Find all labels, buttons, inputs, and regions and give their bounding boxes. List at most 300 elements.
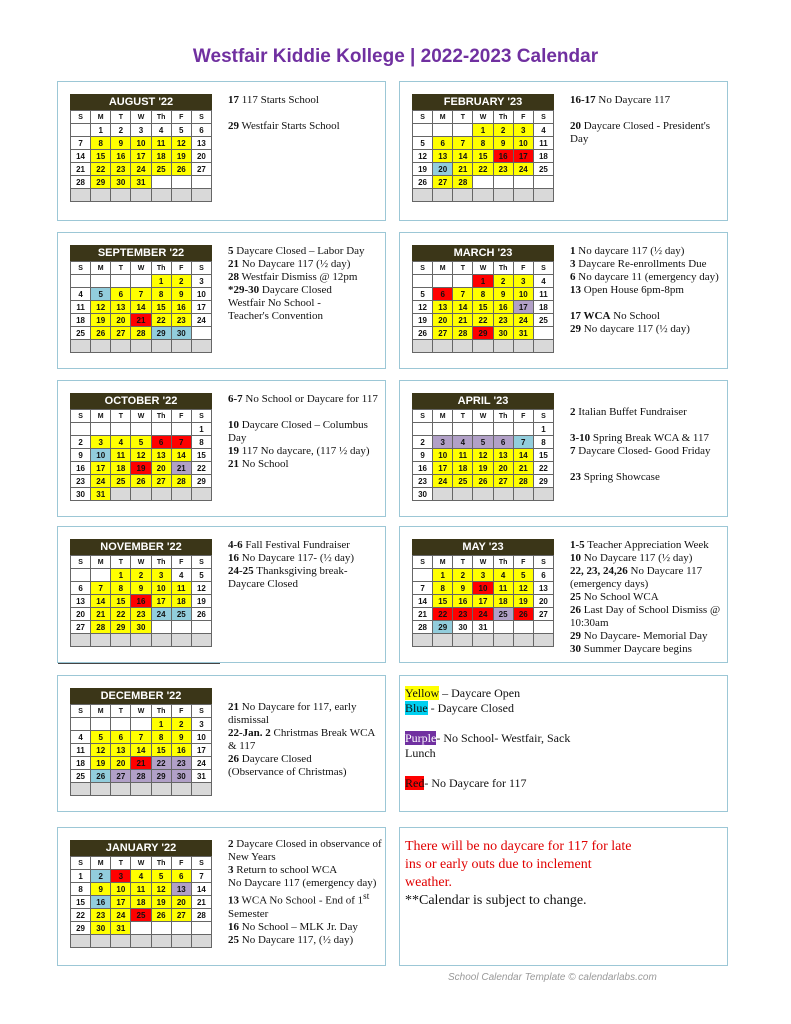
day-cell: 8 <box>111 582 131 595</box>
note-line: 17 WCA No School <box>570 310 660 322</box>
day-cell <box>433 124 453 137</box>
day-cell: 1 <box>151 275 171 288</box>
day-cell: 17 <box>191 744 211 757</box>
day-cell <box>473 634 493 647</box>
day-cell: 6 <box>191 124 211 137</box>
day-cell: 18 <box>533 301 553 314</box>
day-cell: 14 <box>71 150 91 163</box>
note-line: 10 No Daycare 117 (½ day) <box>570 552 693 564</box>
weekday-header: T <box>453 262 473 275</box>
day-cell: 28 <box>171 475 191 488</box>
day-cell <box>171 922 191 935</box>
day-cell: 16 <box>171 744 191 757</box>
weekday-header: T <box>111 111 131 124</box>
day-cell: 8 <box>533 436 553 449</box>
day-cell: 20 <box>171 896 191 909</box>
day-cell <box>131 340 151 353</box>
day-cell <box>493 634 513 647</box>
day-cell <box>131 783 151 796</box>
day-cell: 12 <box>413 301 433 314</box>
day-cell: 29 <box>473 327 493 340</box>
notes-dec <box>228 688 383 779</box>
day-cell: 26 <box>413 176 433 189</box>
note-line: 29 Westfair Starts School <box>228 120 340 132</box>
month-card-jan <box>57 827 386 966</box>
day-cell: 20 <box>111 757 131 770</box>
day-cell <box>453 189 473 202</box>
day-cell <box>513 423 533 436</box>
day-cell <box>151 621 171 634</box>
day-cell: 7 <box>453 288 473 301</box>
day-cell: 10 <box>433 449 453 462</box>
day-cell: 19 <box>413 314 433 327</box>
day-cell: 30 <box>413 488 433 501</box>
day-cell: 22 <box>91 163 111 176</box>
note-line: 22, 23, 24,26 No Daycare 117 (emergency days) <box>570 565 703 590</box>
day-cell <box>493 621 513 634</box>
day-cell: 25 <box>71 770 91 783</box>
notes-mar <box>570 245 725 336</box>
day-cell: 20 <box>433 314 453 327</box>
day-cell: 8 <box>473 288 493 301</box>
day-cell: 1 <box>473 124 493 137</box>
day-cell: 14 <box>191 883 211 896</box>
weekday-header: Th <box>151 857 171 870</box>
day-cell: 17 <box>473 595 493 608</box>
day-cell: 23 <box>91 909 111 922</box>
day-cell: 10 <box>513 137 533 150</box>
day-cell: 6 <box>71 582 91 595</box>
weekday-header: F <box>171 410 191 423</box>
weekday-header: S <box>191 262 211 275</box>
day-cell <box>111 935 131 948</box>
day-cell <box>191 621 211 634</box>
day-cell <box>111 488 131 501</box>
day-cell: 8 <box>151 288 171 301</box>
day-cell: 16 <box>493 150 513 163</box>
day-cell <box>493 340 513 353</box>
note-line: 3 Return to school WCA <box>228 864 338 876</box>
day-cell: 4 <box>171 569 191 582</box>
weather-notice <box>405 838 635 910</box>
warning-card <box>399 827 728 966</box>
weekday-header: W <box>473 410 493 423</box>
day-cell <box>131 423 151 436</box>
day-cell <box>433 634 453 647</box>
day-cell: 29 <box>533 475 553 488</box>
weekday-header: F <box>513 111 533 124</box>
day-cell <box>71 783 91 796</box>
note-line: 4-6 Fall Festival Fundraiser <box>228 539 350 551</box>
day-cell: 12 <box>513 582 533 595</box>
calendar-feb <box>412 94 554 202</box>
weekday-header: W <box>131 410 151 423</box>
day-cell: 22 <box>473 163 493 176</box>
calendar-nov <box>70 539 212 647</box>
day-cell: 1 <box>533 423 553 436</box>
day-cell: 24 <box>131 163 151 176</box>
weather-warning-text: There will be no daycare for 117 for late ins or early outs due to inclement weather. <box>405 839 632 890</box>
day-cell <box>473 423 493 436</box>
day-cell: 13 <box>191 137 211 150</box>
day-cell: 4 <box>533 124 553 137</box>
day-cell: 26 <box>413 327 433 340</box>
day-cell: 4 <box>71 731 91 744</box>
day-cell: 29 <box>151 770 171 783</box>
note-line: 20 Daycare Closed - President's Day <box>570 120 711 145</box>
month-header: OCTOBER '22 <box>70 393 212 409</box>
day-cell: 4 <box>453 436 473 449</box>
month-card-mar <box>399 232 728 369</box>
day-cell: 20 <box>433 163 453 176</box>
note-line: 28 Westfair Dismiss @ 12pm <box>228 271 358 283</box>
day-cell <box>513 621 533 634</box>
weekday-header: S <box>533 556 553 569</box>
legend-yellow: Yellow – Daycare Open <box>405 686 521 700</box>
weekday-header: S <box>413 410 433 423</box>
subject-to-change-text: **Calendar is subject to change. <box>405 893 587 908</box>
day-cell: 2 <box>413 436 433 449</box>
day-cell: 5 <box>91 731 111 744</box>
day-cell: 24 <box>111 909 131 922</box>
weekday-header: Th <box>493 262 513 275</box>
day-cell: 5 <box>513 569 533 582</box>
day-cell <box>151 340 171 353</box>
weekday-header: Th <box>493 410 513 423</box>
day-cell <box>533 340 553 353</box>
day-cell: 7 <box>171 436 191 449</box>
day-cell <box>71 634 91 647</box>
day-cell <box>111 634 131 647</box>
day-cell <box>513 189 533 202</box>
day-cell: 6 <box>433 288 453 301</box>
weekday-header: M <box>433 262 453 275</box>
day-cell: 28 <box>453 176 473 189</box>
day-cell: 2 <box>111 124 131 137</box>
day-cell: 4 <box>493 569 513 582</box>
day-cell: 7 <box>191 870 211 883</box>
day-cell: 12 <box>413 150 433 163</box>
day-cell: 26 <box>171 163 191 176</box>
note-line: 29 No Daycare- Memorial Day <box>570 630 708 642</box>
note-line <box>570 393 725 406</box>
weekday-header: S <box>71 111 91 124</box>
day-cell <box>493 488 513 501</box>
day-cell: 2 <box>71 436 91 449</box>
day-cell: 22 <box>151 757 171 770</box>
day-cell: 16 <box>71 462 91 475</box>
day-cell: 9 <box>453 582 473 595</box>
day-cell: 1 <box>151 718 171 731</box>
weekday-header: S <box>71 556 91 569</box>
day-cell: 1 <box>71 870 91 883</box>
day-cell: 25 <box>453 475 473 488</box>
weekday-header: M <box>433 556 453 569</box>
day-cell <box>191 340 211 353</box>
day-cell <box>151 783 171 796</box>
note-line: 19 117 No daycare, (117 ½ day) <box>228 445 370 457</box>
legend-blue: Blue - Daycare Closed <box>405 701 514 715</box>
day-cell: 14 <box>171 449 191 462</box>
day-cell: 2 <box>453 569 473 582</box>
note-line: 6 No daycare 11 (emergency day) <box>570 271 719 283</box>
day-cell: 24 <box>151 608 171 621</box>
day-cell: 14 <box>131 744 151 757</box>
notes-aug <box>228 94 383 133</box>
day-cell <box>91 423 111 436</box>
weekday-header: Th <box>151 556 171 569</box>
day-cell: 13 <box>111 301 131 314</box>
notes-apr <box>570 393 725 484</box>
calendar-jan <box>70 840 212 948</box>
day-cell <box>151 922 171 935</box>
day-cell: 31 <box>131 176 151 189</box>
calendar-may <box>412 539 554 647</box>
note-line: 22-Jan. 2 Christmas Break WCA & 117 <box>228 727 375 752</box>
day-cell <box>71 718 91 731</box>
weekday-header: S <box>191 410 211 423</box>
day-cell: 16 <box>453 595 473 608</box>
weekday-header: M <box>91 857 111 870</box>
day-cell: 30 <box>111 176 131 189</box>
day-cell: 27 <box>533 608 553 621</box>
day-cell: 8 <box>433 582 453 595</box>
weekday-header: W <box>131 857 151 870</box>
day-cell: 24 <box>473 608 493 621</box>
day-cell <box>111 189 131 202</box>
weekday-header: S <box>191 705 211 718</box>
day-cell: 7 <box>71 137 91 150</box>
day-cell: 9 <box>171 288 191 301</box>
day-cell: 14 <box>453 150 473 163</box>
day-cell: 13 <box>533 582 553 595</box>
note-line: 26 Daycare Closed <box>228 753 312 765</box>
day-cell: 15 <box>111 595 131 608</box>
day-cell <box>191 935 211 948</box>
day-cell: 19 <box>513 595 533 608</box>
day-cell: 17 <box>111 896 131 909</box>
note-line: 1 No daycare 117 (½ day) <box>570 245 685 257</box>
day-cell: 23 <box>453 608 473 621</box>
month-grid <box>412 110 554 202</box>
day-cell: 8 <box>191 436 211 449</box>
month-header: MARCH '23 <box>412 245 554 261</box>
day-cell: 23 <box>71 475 91 488</box>
note-line: 21 No Daycare 117 (½ day) <box>228 258 351 270</box>
weekday-header: T <box>453 410 473 423</box>
month-header: MAY '23 <box>412 539 554 555</box>
day-cell: 3 <box>513 275 533 288</box>
notes-feb <box>570 94 725 146</box>
day-cell: 21 <box>453 163 473 176</box>
day-cell <box>533 327 553 340</box>
day-cell: 27 <box>191 163 211 176</box>
day-cell: 30 <box>493 327 513 340</box>
note-line: 16-17 No Daycare 117 <box>570 94 671 106</box>
month-header: AUGUST '22 <box>70 94 212 110</box>
day-cell <box>493 423 513 436</box>
day-cell: 18 <box>111 462 131 475</box>
note-line <box>570 419 725 432</box>
weekday-header: F <box>171 705 191 718</box>
day-cell <box>91 340 111 353</box>
day-cell: 31 <box>91 488 111 501</box>
day-cell: 8 <box>473 137 493 150</box>
day-cell <box>453 340 473 353</box>
day-cell <box>513 488 533 501</box>
day-cell: 11 <box>151 137 171 150</box>
day-cell: 8 <box>151 731 171 744</box>
day-cell <box>413 569 433 582</box>
day-cell: 3 <box>191 718 211 731</box>
day-cell: 23 <box>131 608 151 621</box>
day-cell: 15 <box>151 744 171 757</box>
day-cell <box>171 488 191 501</box>
weekday-header: T <box>111 262 131 275</box>
legend-purple: Purple- No School- Westfair, Sack Lunch <box>405 731 571 760</box>
day-cell: 18 <box>171 595 191 608</box>
day-cell: 2 <box>131 569 151 582</box>
day-cell: 29 <box>151 327 171 340</box>
day-cell <box>91 783 111 796</box>
note-line: (Observance of Christmas) <box>228 766 347 778</box>
calendar-aug <box>70 94 212 202</box>
day-cell: 7 <box>453 137 473 150</box>
day-cell: 25 <box>151 163 171 176</box>
day-cell: 16 <box>131 595 151 608</box>
day-cell: 30 <box>171 770 191 783</box>
day-cell <box>413 423 433 436</box>
note-line: 3 Daycare Re-enrollments Due <box>570 258 707 270</box>
day-cell: 21 <box>191 896 211 909</box>
day-cell: 6 <box>171 870 191 883</box>
day-cell: 19 <box>91 314 111 327</box>
day-cell: 23 <box>413 475 433 488</box>
month-grid <box>412 261 554 353</box>
day-cell: 18 <box>533 150 553 163</box>
weekday-header: S <box>413 111 433 124</box>
day-cell: 19 <box>413 163 433 176</box>
day-cell: 2 <box>493 275 513 288</box>
day-cell: 10 <box>91 449 111 462</box>
day-cell: 22 <box>191 462 211 475</box>
day-cell: 11 <box>131 883 151 896</box>
day-cell: 14 <box>453 301 473 314</box>
day-cell <box>171 340 191 353</box>
note-line: 6-7 No School or Daycare for 117 <box>228 393 378 405</box>
weekday-header: M <box>91 262 111 275</box>
day-cell <box>473 340 493 353</box>
day-cell <box>171 634 191 647</box>
day-cell: 9 <box>493 288 513 301</box>
day-cell: 18 <box>493 595 513 608</box>
day-cell: 19 <box>151 896 171 909</box>
weekday-header: S <box>71 410 91 423</box>
note-line: Westfair No School - <box>228 297 321 309</box>
day-cell: 14 <box>91 595 111 608</box>
month-card-oct <box>57 380 386 517</box>
day-cell: 13 <box>171 883 191 896</box>
day-cell: 29 <box>71 922 91 935</box>
day-cell <box>433 340 453 353</box>
note-line <box>228 688 383 701</box>
day-cell: 6 <box>151 436 171 449</box>
day-cell <box>473 176 493 189</box>
day-cell: 16 <box>111 150 131 163</box>
weekday-header: S <box>533 262 553 275</box>
weekday-header: S <box>413 556 433 569</box>
day-cell <box>171 783 191 796</box>
day-cell: 9 <box>131 582 151 595</box>
day-cell: 23 <box>493 314 513 327</box>
day-cell: 9 <box>91 883 111 896</box>
day-cell: 4 <box>533 275 553 288</box>
day-cell: 7 <box>513 436 533 449</box>
day-cell <box>533 176 553 189</box>
day-cell: 28 <box>131 770 151 783</box>
note-line: 21 No School <box>228 458 289 470</box>
day-cell <box>71 124 91 137</box>
calendar-oct <box>70 393 212 501</box>
weekday-header: Th <box>151 705 171 718</box>
day-cell: 13 <box>433 301 453 314</box>
day-cell: 1 <box>473 275 493 288</box>
day-cell: 26 <box>191 608 211 621</box>
day-cell: 7 <box>131 288 151 301</box>
note-line: 26 Last Day of School Dismiss @ 10:30am <box>570 604 721 629</box>
day-cell: 10 <box>191 288 211 301</box>
day-cell: 22 <box>71 909 91 922</box>
day-cell: 10 <box>191 731 211 744</box>
day-cell <box>131 718 151 731</box>
legend-red: Red- No Daycare for 117 <box>405 776 527 790</box>
day-cell: 10 <box>151 582 171 595</box>
month-grid <box>70 261 212 353</box>
day-cell: 27 <box>71 621 91 634</box>
day-cell: 17 <box>433 462 453 475</box>
day-cell: 21 <box>91 608 111 621</box>
day-cell <box>71 189 91 202</box>
day-cell: 12 <box>91 744 111 757</box>
month-grid <box>70 110 212 202</box>
day-cell <box>91 189 111 202</box>
day-cell: 5 <box>191 569 211 582</box>
note-line: 1-5 Teacher Appreciation Week <box>570 539 709 551</box>
day-cell: 9 <box>171 731 191 744</box>
day-cell: 24 <box>191 314 211 327</box>
day-cell: 27 <box>111 327 131 340</box>
day-cell: 6 <box>433 137 453 150</box>
day-cell: 26 <box>91 770 111 783</box>
day-cell <box>111 718 131 731</box>
day-cell: 18 <box>453 462 473 475</box>
note-line: Teacher's Convention <box>228 310 323 322</box>
day-cell <box>151 488 171 501</box>
day-cell: 29 <box>191 475 211 488</box>
day-cell: 16 <box>91 896 111 909</box>
day-cell: 30 <box>91 922 111 935</box>
legend-card <box>399 675 728 812</box>
day-cell <box>131 189 151 202</box>
day-cell <box>91 718 111 731</box>
weekday-header: T <box>453 111 473 124</box>
day-cell: 21 <box>131 757 151 770</box>
day-cell: 18 <box>71 314 91 327</box>
day-cell: 27 <box>433 176 453 189</box>
weekday-header: Th <box>151 111 171 124</box>
day-cell: 24 <box>513 314 533 327</box>
day-cell: 20 <box>191 150 211 163</box>
